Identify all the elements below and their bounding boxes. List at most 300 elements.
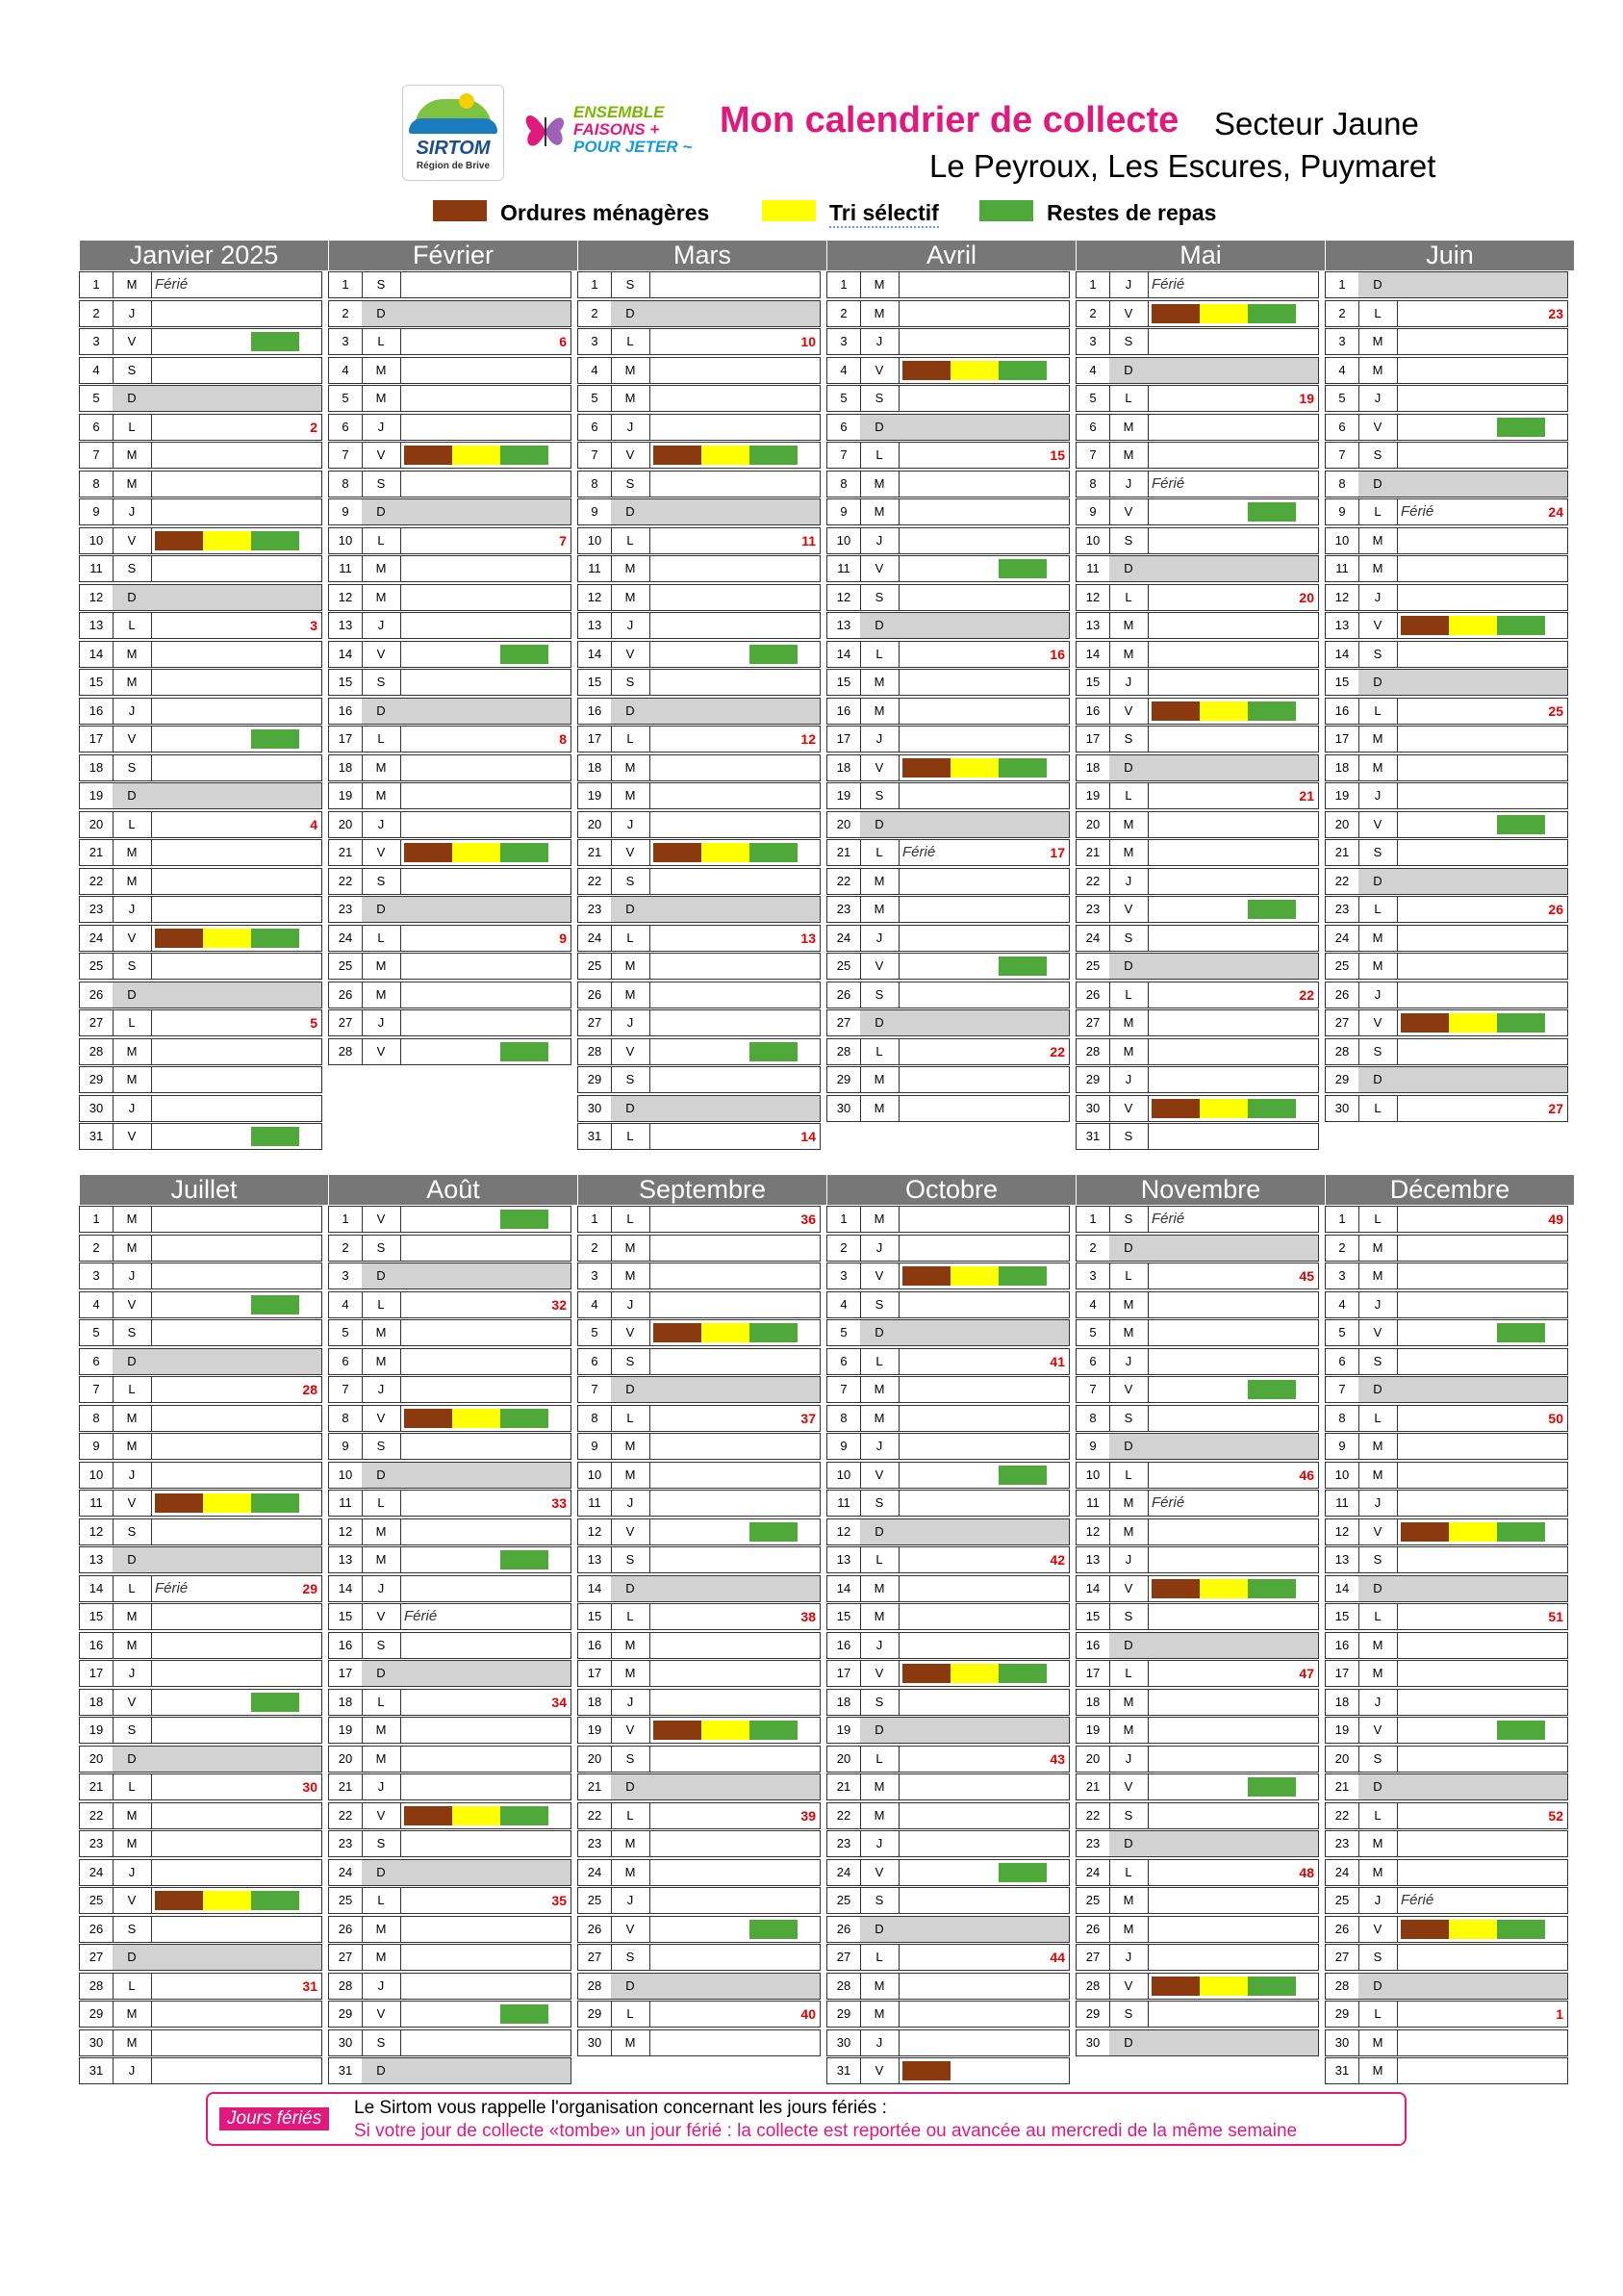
day-row [1076, 1095, 1319, 1122]
day-row [79, 1773, 322, 1800]
day-number: 5 [1077, 1320, 1110, 1345]
weekday-letter: M [362, 1519, 401, 1544]
weekday-letter: D [362, 2058, 401, 2083]
week-number: 7 [559, 533, 567, 548]
collect-tri-mark [951, 361, 999, 380]
day-number: 6 [80, 415, 114, 440]
weekday-letter: L [362, 1292, 401, 1317]
weekday-letter: M [1109, 1010, 1149, 1035]
day-row [826, 555, 1070, 582]
day-row [577, 527, 821, 554]
day-number: 3 [1077, 329, 1110, 354]
collect-tri-mark [951, 1664, 999, 1683]
weekday-letter: M [1358, 1263, 1398, 1288]
day-number: 27 [1077, 1010, 1110, 1035]
day-number: 31 [827, 2058, 861, 2083]
day-row [328, 2001, 571, 2028]
weekday-letter: M [860, 272, 900, 297]
collect-om-mark [1401, 1013, 1449, 1033]
week-number: 1 [1556, 2006, 1563, 2022]
day-row [328, 1859, 571, 1886]
day-number: 29 [329, 2002, 363, 2027]
day-row [826, 2029, 1070, 2056]
day-number: 29 [80, 1067, 114, 1092]
collect-tri-mark [1449, 1013, 1497, 1033]
weekday-letter: V [362, 1803, 401, 1828]
day-number: 15 [80, 670, 114, 695]
weekday-letter: D [113, 1747, 152, 1772]
weekday-letter: V [860, 954, 900, 979]
day-number: 23 [329, 1831, 363, 1856]
day-row [1076, 1206, 1319, 1233]
day-number: 29 [1326, 1067, 1359, 1092]
day-number: 6 [80, 1349, 114, 1374]
weekday-letter: S [860, 1888, 900, 1913]
day-number: 14 [827, 642, 861, 667]
day-row [79, 811, 322, 838]
day-row [1076, 1546, 1319, 1573]
weekday-letter: M [1358, 1661, 1398, 1686]
weekday-letter: M [113, 472, 152, 497]
weekday-letter: J [1358, 585, 1398, 610]
day-number: 9 [329, 1434, 363, 1459]
weekday-letter: M [362, 1917, 401, 1942]
ferie-label: Férié [1401, 503, 1434, 520]
weekday-letter: S [1109, 1604, 1149, 1629]
day-number: 1 [578, 272, 612, 297]
week-number: 22 [1050, 1044, 1065, 1059]
day-row [328, 1773, 571, 1800]
weekday-letter: M [1109, 1292, 1149, 1317]
day-number: 16 [578, 1633, 612, 1658]
day-number: 27 [80, 1945, 114, 1970]
day-row [577, 1632, 821, 1659]
weekday-letter: V [113, 1690, 152, 1715]
day-row [328, 1603, 571, 1630]
day-number: 15 [827, 1604, 861, 1629]
weekday-letter: J [1109, 869, 1149, 894]
collect-tri-mark [951, 1266, 999, 1286]
day-number: 11 [578, 556, 612, 581]
weekday-letter: D [1109, 2030, 1149, 2055]
weekday-letter: S [362, 1236, 401, 1261]
day-number: 17 [827, 1661, 861, 1686]
weekday-letter: J [1358, 1292, 1398, 1317]
weekday-letter: M [860, 2002, 900, 2027]
day-number: 13 [578, 1547, 612, 1572]
weekday-letter: J [860, 528, 900, 553]
day-row [79, 782, 322, 809]
day-row [328, 1518, 571, 1545]
day-row [79, 754, 322, 781]
weekday-letter: M [113, 670, 152, 695]
day-row [577, 357, 821, 384]
day-row [328, 1235, 571, 1262]
day-row [1325, 442, 1568, 469]
collect-rr-mark [1248, 1579, 1296, 1598]
day-number: 24 [1077, 1860, 1110, 1885]
day-number: 25 [578, 954, 612, 979]
collect-rr-mark [749, 1042, 798, 1061]
day-number: 30 [827, 2030, 861, 2055]
collect-om-mark [902, 1664, 951, 1683]
day-row [1076, 1348, 1319, 1375]
day-number: 6 [827, 1349, 861, 1374]
week-number: 49 [1548, 1212, 1563, 1227]
day-number: 15 [80, 1604, 114, 1629]
day-number: 23 [1326, 897, 1359, 922]
day-number: 6 [1077, 415, 1110, 440]
weekday-letter: V [362, 642, 401, 667]
weekday-letter: M [860, 1604, 900, 1629]
day-row [1325, 1859, 1568, 1886]
day-number: 23 [827, 1831, 861, 1856]
collect-rr-mark [500, 1409, 548, 1428]
weekday-letter: V [113, 1124, 152, 1149]
day-number: 21 [1077, 1774, 1110, 1799]
day-row [577, 584, 821, 611]
ferie-label: Férié [155, 276, 189, 293]
weekday-letter: D [860, 1718, 900, 1743]
weekday-letter: L [611, 1207, 650, 1232]
day-row [826, 1319, 1070, 1346]
day-number: 27 [578, 1945, 612, 1970]
day-row [826, 2001, 1070, 2028]
day-row [577, 1859, 821, 1886]
week-number: 46 [1299, 1467, 1314, 1483]
day-number: 28 [80, 1974, 114, 1999]
day-row [577, 1206, 821, 1233]
day-row [1325, 896, 1568, 923]
day-number: 29 [1326, 2002, 1359, 2027]
weekday-letter: M [1109, 642, 1149, 667]
day-number: 30 [1326, 1096, 1359, 1121]
day-number: 25 [329, 954, 363, 979]
day-number: 19 [827, 783, 861, 808]
collect-om-mark [1401, 616, 1449, 635]
weekday-letter: J [611, 1888, 650, 1913]
collect-rr-mark [500, 645, 548, 664]
day-row [1325, 1518, 1568, 1545]
weekday-letter: M [113, 272, 152, 297]
day-row [577, 1066, 821, 1093]
day-row [577, 1348, 821, 1375]
day-number: 14 [578, 642, 612, 667]
day-number: 24 [1077, 926, 1110, 951]
day-number: 25 [827, 954, 861, 979]
weekday-letter: L [611, 727, 650, 752]
day-number: 14 [1326, 1576, 1359, 1601]
day-number: 21 [578, 840, 612, 865]
weekday-letter: J [362, 1974, 401, 1999]
weekday-letter: J [611, 812, 650, 837]
day-row [79, 868, 322, 895]
week-number: 19 [1299, 391, 1314, 406]
weekday-letter: J [113, 1860, 152, 1885]
day-row [328, 328, 571, 355]
day-row [577, 1009, 821, 1036]
day-number: 2 [80, 1236, 114, 1261]
weekday-letter: M [113, 869, 152, 894]
weekday-letter: S [1358, 1945, 1398, 1970]
weekday-letter: S [860, 1491, 900, 1516]
day-number: 2 [578, 1236, 612, 1261]
weekday-letter: V [1109, 1377, 1149, 1402]
day-row [577, 982, 821, 1008]
day-row [1076, 782, 1319, 809]
day-row [577, 726, 821, 753]
day-row [1076, 1973, 1319, 2000]
weekday-letter: M [611, 1831, 650, 1856]
day-row [328, 527, 571, 554]
day-number: 4 [1326, 358, 1359, 383]
day-row [328, 1660, 571, 1687]
weekday-letter: V [362, 1406, 401, 1431]
month-header: Septembre [577, 1175, 826, 1205]
week-number: 9 [559, 931, 567, 946]
weekday-letter: M [1358, 1633, 1398, 1658]
day-number: 12 [1326, 585, 1359, 610]
day-row [328, 385, 571, 412]
day-number: 15 [329, 670, 363, 695]
day-row [577, 1235, 821, 1262]
day-row [328, 811, 571, 838]
day-row [328, 1830, 571, 1857]
weekday-letter: J [860, 1434, 900, 1459]
day-row [577, 555, 821, 582]
day-row [1076, 1830, 1319, 1857]
day-number: 27 [1326, 1945, 1359, 1970]
collect-rr-mark [749, 446, 798, 465]
day-number: 10 [1077, 1463, 1110, 1488]
day-row [577, 1603, 821, 1630]
day-row [826, 300, 1070, 327]
day-row [328, 1263, 571, 1289]
weekday-letter: M [362, 556, 401, 581]
day-number: 8 [1326, 472, 1359, 497]
weekday-letter: D [860, 613, 900, 638]
weekday-letter: D [1109, 556, 1149, 581]
day-number: 1 [329, 1207, 363, 1232]
day-row [328, 1405, 571, 1432]
day-number: 10 [329, 1463, 363, 1488]
day-number: 8 [578, 1406, 612, 1431]
collect-tri-mark [452, 1806, 500, 1825]
day-row [1325, 1944, 1568, 1971]
day-row [1325, 1546, 1568, 1573]
day-row [328, 726, 571, 753]
day-row [577, 641, 821, 668]
day-number: 10 [1326, 1463, 1359, 1488]
collect-tri-mark [1449, 1920, 1497, 1939]
day-row [577, 1038, 821, 1065]
day-number: 1 [80, 1207, 114, 1232]
ferie-label: Férié [1152, 1211, 1185, 1227]
weekday-letter: M [362, 386, 401, 411]
week-number: 24 [1548, 504, 1563, 520]
day-number: 5 [578, 386, 612, 411]
day-row [79, 839, 322, 866]
weekday-letter: J [860, 1633, 900, 1658]
week-number: 13 [800, 931, 816, 946]
day-number: 11 [80, 556, 114, 581]
day-number: 30 [1326, 2030, 1359, 2055]
day-number: 5 [578, 1320, 612, 1345]
weekday-letter: D [362, 1661, 401, 1686]
day-number: 8 [827, 472, 861, 497]
day-number: 13 [80, 613, 114, 638]
weekday-letter: D [1358, 1974, 1398, 1999]
day-row [79, 1206, 322, 1233]
day-number: 22 [827, 1803, 861, 1828]
collect-rr-mark [251, 1693, 299, 1712]
weekday-letter: S [113, 954, 152, 979]
day-row [1325, 271, 1568, 298]
day-row [328, 414, 571, 441]
weekday-letter: D [113, 1547, 152, 1572]
day-row [826, 641, 1070, 668]
weekday-letter: S [611, 1945, 650, 1970]
weekday-letter: M [1109, 1039, 1149, 1064]
day-row [826, 1038, 1070, 1065]
day-number: 23 [827, 897, 861, 922]
day-row [328, 868, 571, 895]
day-row [577, 1490, 821, 1517]
weekday-letter: V [611, 642, 650, 667]
day-row [1325, 1462, 1568, 1489]
day-row [1076, 471, 1319, 497]
weekday-letter: M [1109, 1320, 1149, 1345]
day-row [1076, 527, 1319, 554]
weekday-letter: S [611, 1747, 650, 1772]
day-number: 16 [329, 1633, 363, 1658]
weekday-letter: V [860, 1661, 900, 1686]
weekday-letter: M [1358, 954, 1398, 979]
week-number: 25 [1548, 703, 1563, 719]
collect-tri-mark [452, 843, 500, 862]
day-number: 10 [329, 528, 363, 553]
holiday-note [206, 2092, 1407, 2146]
day-row [577, 1660, 821, 1687]
day-row [1076, 1291, 1319, 1318]
weekday-letter: J [611, 1690, 650, 1715]
day-row [577, 1689, 821, 1716]
weekday-letter: V [113, 1888, 152, 1913]
day-row [1076, 982, 1319, 1008]
ferie-label: Férié [1152, 276, 1185, 293]
day-row [328, 555, 571, 582]
day-row [79, 925, 322, 952]
day-number: 21 [578, 1774, 612, 1799]
day-number: 7 [1077, 443, 1110, 468]
weekday-letter: L [113, 1576, 152, 1601]
day-row [328, 1462, 571, 1489]
weekday-letter: L [860, 1349, 900, 1374]
day-row [1076, 1575, 1319, 1602]
day-number: 29 [827, 2002, 861, 2027]
weekday-letter: S [362, 1633, 401, 1658]
day-row [79, 1632, 322, 1659]
day-row [1325, 811, 1568, 838]
day-row [1325, 925, 1568, 952]
day-row [826, 1689, 1070, 1716]
weekday-letter: M [113, 1067, 152, 1092]
weekday-letter: V [611, 1320, 650, 1345]
collect-rr-mark [999, 559, 1047, 578]
weekday-letter: D [1358, 869, 1398, 894]
day-row [1325, 1632, 1568, 1659]
weekday-letter: M [860, 301, 900, 326]
day-row [1325, 1717, 1568, 1744]
weekday-letter: D [1109, 1434, 1149, 1459]
weekday-letter: D [860, 1010, 900, 1035]
day-row [1325, 839, 1568, 866]
weekday-letter: S [362, 1434, 401, 1459]
day-row [79, 1263, 322, 1289]
weekday-letter: L [1109, 783, 1149, 808]
month-header: Mai [1076, 241, 1325, 270]
weekday-letter: M [362, 1945, 401, 1970]
collect-rr-mark [1497, 1721, 1545, 1740]
day-row [577, 1575, 821, 1602]
weekday-letter: M [1109, 1690, 1149, 1715]
day-number: 4 [827, 1292, 861, 1317]
day-number: 1 [578, 1207, 612, 1232]
day-row [1325, 1830, 1568, 1857]
weekday-letter: V [113, 1292, 152, 1317]
weekday-letter: L [1358, 1803, 1398, 1828]
day-row [1325, 1490, 1568, 1517]
collect-om-mark [1152, 702, 1200, 721]
weekday-letter: V [860, 358, 900, 383]
weekday-letter: J [113, 499, 152, 524]
day-row [328, 698, 571, 725]
day-number: 6 [329, 415, 363, 440]
weekday-letter: M [362, 1349, 401, 1374]
weekday-letter: M [611, 386, 650, 411]
weekday-letter: L [113, 415, 152, 440]
day-row [79, 726, 322, 753]
weekday-letter: M [860, 1974, 900, 1999]
collect-om-mark [404, 1806, 452, 1825]
weekday-letter: D [1358, 1067, 1398, 1092]
day-number: 16 [578, 699, 612, 724]
day-row [826, 726, 1070, 753]
day-number: 2 [1077, 1236, 1110, 1261]
day-row [1325, 1038, 1568, 1065]
week-number: 26 [1548, 902, 1563, 917]
day-row [1076, 1376, 1319, 1403]
weekday-letter: J [611, 1292, 650, 1317]
day-number: 8 [329, 1406, 363, 1431]
collect-rr-mark [1248, 702, 1296, 721]
day-number: 28 [578, 1974, 612, 1999]
weekday-letter: S [113, 556, 152, 581]
day-row [1325, 982, 1568, 1008]
day-row [1325, 584, 1568, 611]
day-row [577, 1830, 821, 1857]
weekday-letter: J [860, 1831, 900, 1856]
day-number: 13 [1326, 1547, 1359, 1572]
day-number: 25 [1077, 1888, 1110, 1913]
day-number: 22 [578, 1803, 612, 1828]
day-number: 13 [1326, 613, 1359, 638]
collect-rr-mark [749, 1323, 798, 1342]
day-row [79, 1095, 322, 1122]
day-row [79, 1859, 322, 1886]
day-number: 18 [1077, 1690, 1110, 1715]
weekday-letter: M [1358, 1831, 1398, 1856]
